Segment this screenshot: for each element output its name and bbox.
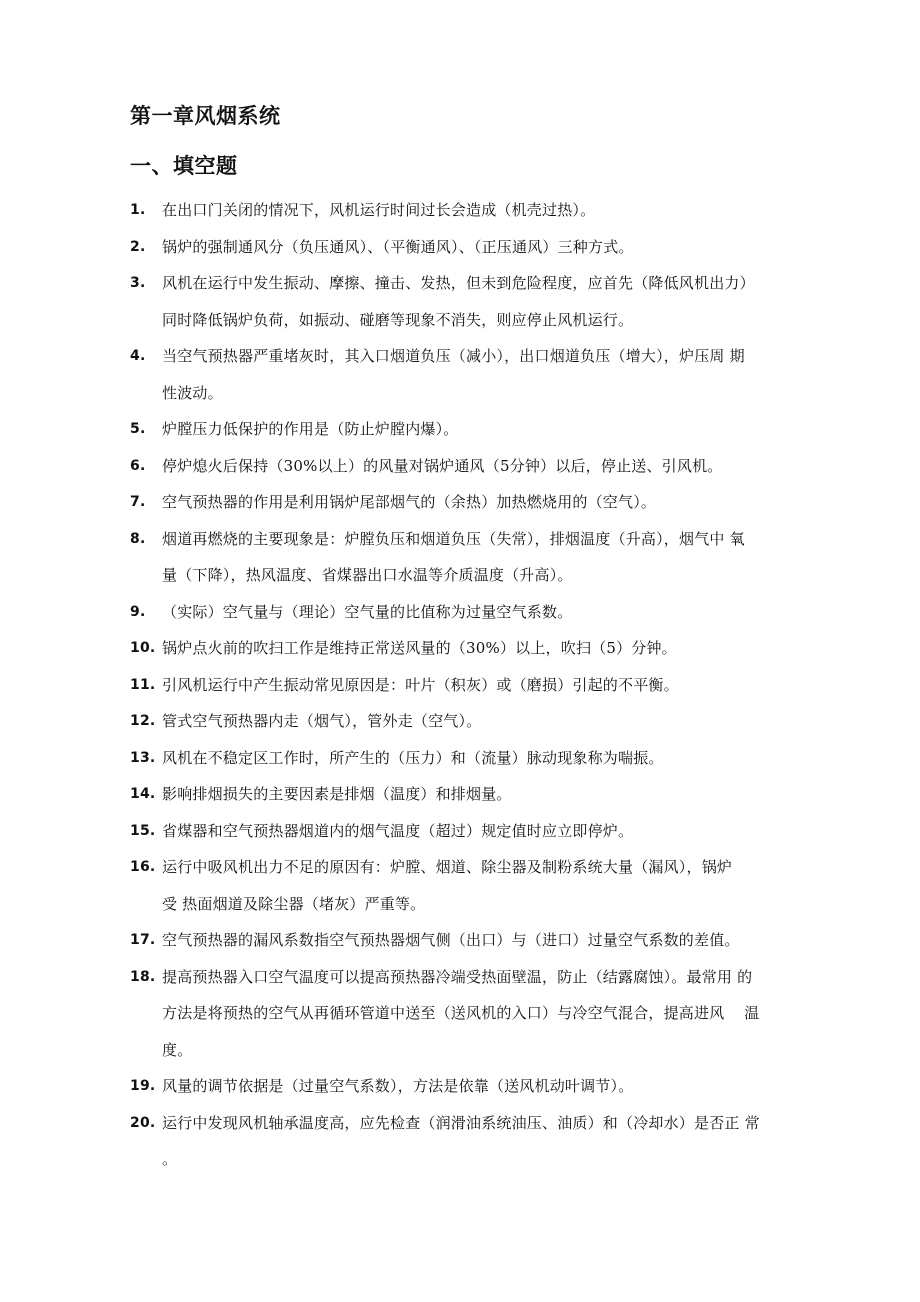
question-text-line: 提高预热器入口空气温度可以提高预热器冷端受热面壁温，防止（结露腐蚀）。最常用 的 (162, 967, 753, 986)
question-number: 7. (130, 494, 146, 510)
question-text-line: 同时降低锅炉负荷，如振动、碰磨等现象不消失，则应停止风机运行。 (162, 310, 634, 329)
question-item (130, 959, 802, 1069)
question-number: 5. (130, 421, 146, 437)
question-item (130, 521, 802, 594)
question-list (130, 192, 830, 1178)
question-item (130, 703, 802, 740)
question-text-line: 风机在运行中发生振动、摩擦、撞击、发热，但未到危险程度，应首先（降低风机出力） (162, 274, 755, 292)
question-number: 13. (130, 749, 156, 766)
question-text-line: 炉膛压力低保护的作用是（防止炉膛内爆）。 (162, 420, 459, 438)
question-text-line: 量（下降），热风温度、省煤器出口水温等介质温度（升高）。 (162, 566, 573, 584)
question-text-line: 运行中吸风机出力不足的原因有：炉膛、烟道、除尘器及制粉系统大量（漏风），锅炉 (162, 858, 733, 876)
question-number: 17. (130, 932, 156, 948)
question-item (130, 630, 802, 667)
question-item (130, 338, 802, 411)
question-item (130, 776, 802, 813)
question-item (130, 229, 802, 266)
question-number: 14. (130, 786, 156, 802)
question-text-line: 引风机运行中产生振动常见原因是：叶片（积灰）或（磨损）引起的不平衡。 (162, 675, 679, 694)
question-text-line: 管式空气预热器内走（烟气），管外走（空气）。 (162, 712, 482, 730)
question-number: 9. (130, 603, 146, 620)
question-number: 20. (130, 1114, 156, 1131)
question-number: 8. (130, 530, 146, 547)
question-number: 3. (130, 275, 146, 291)
question-text-line: 当空气预热器严重堵灰时，其入口烟道负压（减小），出口烟道负压（增大），炉压周 期 (162, 347, 745, 365)
question-text-line: 方法是将预热的空气从再循环管道中送至（送风机的入口）与冷空气混合，提高进风 温 (162, 1004, 760, 1022)
question-text-line: 锅炉点火前的吹扫工作是维持正常送风量的（30%）以上，吹扫（5）分钟。 (162, 639, 677, 657)
question-text-line: 受 热面烟道及除尘器（堵灰）严重等。 (162, 894, 426, 913)
question-item (130, 1105, 802, 1178)
question-item (130, 740, 802, 777)
question-number: 2. (130, 238, 146, 255)
question-item (130, 192, 802, 229)
chapter-title: 第一章风烟系统 (130, 104, 281, 128)
question-item (130, 849, 802, 922)
question-number: 1. (130, 202, 146, 218)
question-number: 10. (130, 640, 156, 656)
question-item (130, 813, 802, 850)
question-text-line: 性波动。 (162, 383, 223, 402)
question-item (130, 484, 802, 521)
question-number: 18. (130, 968, 156, 985)
question-text-line: （实际）空气量与（理论）空气量的比值称为过量空气系数。 (162, 602, 573, 621)
question-text-line: 。 (162, 1150, 178, 1168)
question-item (130, 448, 802, 485)
question-number: 12. (130, 713, 156, 729)
question-text-line: 运行中发现风机轴承温度高，应先检查（润滑油系统油压、油质）和（冷却水）是否正 常 (162, 1113, 760, 1132)
question-text-line: 度。 (162, 1040, 193, 1059)
question-item (130, 1068, 802, 1105)
question-text-line: 省煤器和空气预热器烟道内的烟气温度（超过）规定值时应立即停炉。 (162, 821, 634, 840)
question-text-line: 风量的调节依据是（过量空气系数），方法是依靠（送风机动叶调节）。 (162, 1077, 634, 1095)
question-text-line: 空气预热器的漏风系数指空气预热器烟气侧（出口）与（进口）过量空气系数的差值。 (162, 931, 740, 949)
question-text-line: 停炉熄火后保持（30%以上）的风量对锅炉通风（5分钟）以后，停止送、引风机。 (162, 456, 723, 475)
question-item (130, 922, 802, 959)
question-number: 4. (130, 348, 146, 364)
question-text-line: 影响排烟损失的主要因素是排烟（温度）和排烟量。 (162, 785, 512, 803)
question-number: 11. (130, 676, 156, 693)
question-text-line: 风机在不稳定区工作时，所产生的（压力）和（流量）脉动现象称为喘振。 (162, 748, 664, 767)
question-number: 6. (130, 457, 146, 474)
question-text-line: 空气预热器的作用是利用锅炉尾部烟气的（余热）加热燃烧用的（空气）。 (162, 493, 657, 511)
question-number: 19. (130, 1078, 156, 1094)
question-item (130, 667, 802, 704)
section-title: 一、填空题 (130, 154, 238, 178)
question-number: 16. (130, 859, 156, 875)
question-text-line: 烟道再燃烧的主要现象是：炉膛负压和烟道负压（失常），排烟温度（升高），烟气中 氧 (162, 529, 745, 548)
question-text-line: 在出口门关闭的情况下，风机运行时间过长会造成（机壳过热）。 (162, 201, 596, 219)
question-number: 15. (130, 822, 156, 839)
question-item (130, 411, 802, 448)
question-item (130, 594, 802, 631)
question-text-line: 锅炉的强制通风分（负压通风）、（平衡通风）、（正压通风）三种方式。 (162, 237, 634, 256)
question-item (130, 265, 802, 338)
